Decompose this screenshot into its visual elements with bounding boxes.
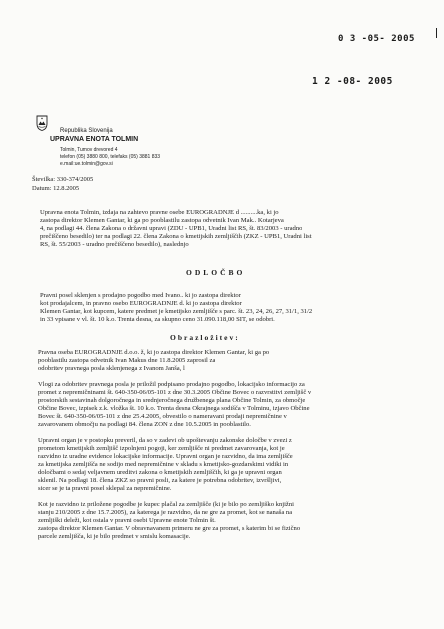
intro-line: RS, št. 55/2003 - uradno prečiščeno besedilo), naslednjo bbox=[40, 241, 189, 248]
intro-line: prečiščeno besedilo) ter na podlagi 22. člena Zakona o kmetijskih zemljiščih (ZKZ - UPB1, Uradni list bbox=[40, 233, 312, 240]
decision-line: kot prodajalcem, in pravno osebo EUROGRADNJE d. ki jo zastopa direktor bbox=[40, 300, 242, 307]
received-stamp-second: 1 2 -08- 2005 bbox=[312, 76, 393, 87]
reasoning-line: promet z nepremičninami št. 640-350-06/05-101 z dne 30.3.2005 Občine Bovec o razvrstitvi zemljišč v bbox=[38, 389, 312, 396]
reasoning-line: določbami o sedaj veljavnem ureditvi zakona o kmetijskih zemljiščih, ki ga je upravni organ bbox=[38, 469, 282, 476]
decision-paragraph bbox=[40, 292, 410, 324]
reasoning-line: za kmetijska zemljišča ne sodijo med nepremičnine v skladu s kmetijsko-gozdarskimi vidiki in bbox=[38, 461, 289, 468]
decision-line: Pravni posel sklenjen s prodajno pogodbo med Ivano.. ki jo zastopa direktor bbox=[40, 292, 241, 299]
reasoning-line: Občine Bovec, izpisek z.k. vložka št. 10 k.o. Trenta desna Okrajnega sodišča v Tolminu, izjavo Občine bbox=[38, 405, 310, 412]
date-value: 12.8.2005 bbox=[53, 185, 80, 192]
letterhead-email: e.mail:ue.tolmin@gov.si bbox=[60, 161, 113, 167]
intro-line: Upravna enota Tolmin, izdaja na zahtevo pravne osebe EUROGRADNJE d ..........ka, ki jo bbox=[40, 209, 279, 216]
document-number bbox=[32, 176, 93, 184]
reasoning-section bbox=[38, 349, 408, 625]
letterhead-address: Tolmin, Tumov drevored 4 bbox=[60, 147, 118, 153]
reasoning-line: Pravna oseba EUROGRADNJE d.o.o. ž, ki jo zastopa direktor Klemen Gantar, ki ga po bbox=[38, 349, 270, 356]
document-date bbox=[32, 185, 79, 193]
number-value: 330-374/2005 bbox=[56, 176, 94, 183]
number-label: Številka: bbox=[32, 176, 56, 183]
decision-line: in 33 vpisane v vl. št. 10 k.o. Trenta desna, za skupno ceno 31.090.118,00 SIT, se odobri. bbox=[40, 316, 275, 323]
reasoning-line: prostorskih sestavinah dolgoročnega in srednjeročnega družbenega plana Občine Tolmin, za območje bbox=[38, 397, 306, 404]
reasoning-line: stanju 210/2005 z dne 15.7.2005), za katerega je razvidno, da ne gre za promet, kot se nanaša na bbox=[38, 509, 293, 516]
margin-mark bbox=[436, 28, 437, 38]
reasoning-line: razvidno iz uradne evidence lokacijske informacije. Upravni organ je razvidno, da ima zemljišče bbox=[38, 453, 293, 460]
reasoning-title: Obrazložitev: bbox=[170, 333, 240, 342]
reasoning-line: Upravni organ je v postopku preveril, da so v zadevi ob upoštevanju zakonske določbe v zvezi z bbox=[38, 437, 292, 444]
decision-title: ODLOČBO bbox=[186, 268, 246, 277]
reasoning-line: zemljiški deleži, kot ostala v pravni osebi Upravne enote Tolmin št. bbox=[38, 517, 216, 524]
intro-line: zastopa direktor Klemen Gantar, ki ga po pooblastilu zastopa odvetnik Ivan Mak.. Kotarjeva bbox=[40, 217, 284, 224]
letterhead-country: Republika Slovenija bbox=[60, 128, 113, 134]
coat-of-arms-icon bbox=[36, 115, 48, 131]
decision-line: Klemen Gantar, kot kupcem, katere predmet je kmetijsko zemljišče s parc. št. 23, 24, 26, 27, 31/1, 31/2 bbox=[40, 308, 313, 315]
reasoning-line: parcele zemljišča, ki je bilo predmet v smislu komasacije. bbox=[38, 533, 191, 540]
received-stamp-top: 0 3 -05- 2005 bbox=[338, 34, 415, 44]
reasoning-line: Kot je razvidno iz priložene pogodbe je kupec plačal za zemljišče (ki je bilo po zemljiško knjižni bbox=[38, 501, 294, 508]
reasoning-line: sicer se je ta pravni posel sklepal za nepremičnine. bbox=[38, 485, 172, 492]
reasoning-line: Vlogi za odobritev pravnega posla je priložil podpisano prodajno pogodbo, lokacijsko informacijo za bbox=[38, 381, 305, 388]
intro-line: 4, na podlagi 44. člena Zakona o državni upravi (ZDU - UPB1, Uradni list RS, št. 83/2003 - uradno bbox=[40, 225, 303, 232]
reasoning-line: zavarovanem območju na podlagi 84. člena ZON z dne 10.5.2005 in pooblastilo. bbox=[38, 421, 251, 428]
reasoning-line: odobritev pravnega posla sklenjenega z Ivanom Janša, l bbox=[38, 365, 185, 372]
reasoning-line: Bovec št. 640-350-06/05-101 z dne 25.4.2005, obvestilo o nameravani prodaji nepremičnine v bbox=[38, 413, 287, 420]
reasoning-line: zastopa direktor Klemen Gantar. V obravnavanem primeru ne gre za promet, s katerim bi se fizično bbox=[38, 525, 301, 532]
intro-paragraph bbox=[40, 209, 410, 249]
reasoning-line: prometom kmetijskih zemljišč izpolnjeni pogoji, ker zemljišče ni predmet zavarovanja, kot je bbox=[38, 445, 285, 452]
letterhead-office: UPRAVNA ENOTA TOLMIN bbox=[50, 136, 139, 143]
reasoning-line: sklenil. Na podlagi 18. člena ZKZ so pravni posli, za katere je potrebna odobritev, izvršljivi, bbox=[38, 477, 282, 484]
reasoning-line: pooblastilu zastopa odvetnik Ivan Makus dne 11.8.2005 zaprosil za bbox=[38, 357, 216, 364]
letterhead-phone: telefon (05) 3880 800, telefaks (05) 3881 833 bbox=[60, 154, 161, 160]
date-label: Datum: bbox=[32, 185, 52, 192]
